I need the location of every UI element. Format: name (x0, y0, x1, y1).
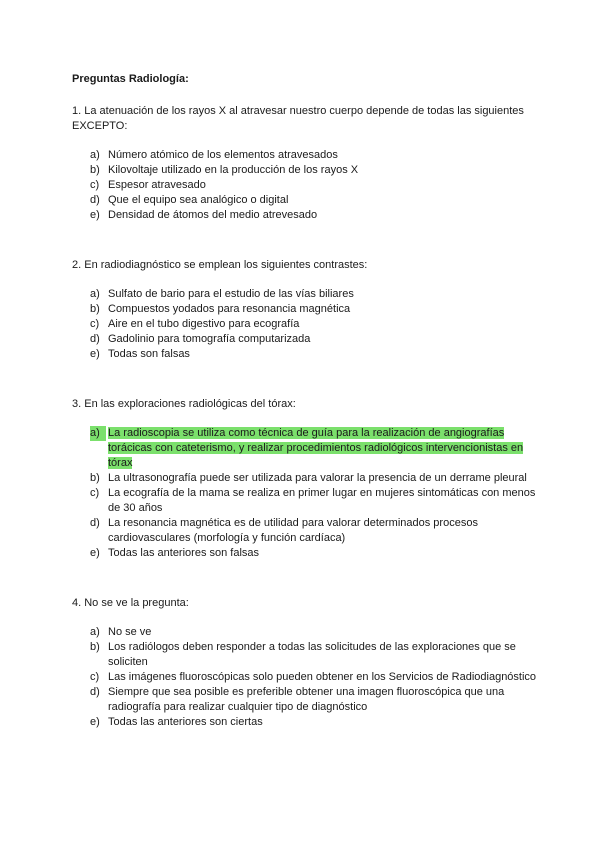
option-text: Aire en el tubo digestivo para ecografía (108, 318, 300, 330)
option-e (72, 715, 540, 730)
option-letter: a) (90, 288, 100, 300)
option-letter: a) (90, 149, 100, 161)
question-text: 4. No se ve la pregunta: (72, 597, 189, 609)
option-letter: e) (90, 209, 100, 221)
option-letter: c) (90, 179, 100, 191)
option-text: No se ve (108, 626, 152, 638)
option-b (72, 302, 540, 317)
option-d (72, 332, 540, 347)
option-list (72, 426, 540, 561)
option-text: La ultrasonografía puede ser utilizada para valorar la presencia de un derrame pleural (108, 472, 527, 484)
option-d (72, 193, 540, 208)
option-text: Las imágenes fluoroscópicas solo pueden obtener en los Servicios de Radiodiagnóstico (108, 671, 537, 683)
option-d (72, 516, 540, 546)
option-letter: a) (90, 426, 106, 441)
option-b (72, 163, 540, 178)
option-letter: b) (90, 641, 100, 653)
option-letter: c) (90, 318, 100, 330)
document-page (72, 62, 540, 730)
question-4 (72, 596, 540, 730)
option-c (72, 317, 540, 332)
question-2 (72, 258, 540, 362)
option-e (72, 208, 540, 223)
option-text: La resonancia magnética es de utilidad para valorar determinados procesos cardiovasculares (morfología y función cardíaca) (108, 517, 478, 544)
option-letter: e) (90, 547, 100, 559)
option-a (72, 148, 540, 163)
option-letter: a) (90, 626, 100, 638)
option-e (72, 347, 540, 362)
option-d (72, 685, 540, 715)
option-letter: e) (90, 716, 100, 728)
option-list (72, 148, 540, 223)
option-letter: b) (90, 303, 100, 315)
option-letter: d) (90, 194, 100, 206)
option-letter: b) (90, 164, 100, 176)
option-text: Espesor atravesado (108, 179, 206, 191)
option-text: Gadolinio para tomografía computarizada (108, 333, 311, 345)
question-text: 1. La atenuación de los rayos X al atravesar nuestro cuerpo depende de todas las siguientes EXCEPTO: (72, 105, 524, 132)
option-text: La ecografía de la mama se realiza en primer lugar en mujeres sintomáticas con menos de 30 años (108, 487, 536, 514)
option-letter: d) (90, 517, 100, 529)
option-letter: b) (90, 472, 100, 484)
option-a (72, 287, 540, 302)
option-letter: c) (90, 487, 100, 499)
option-text: Siempre que sea posible es preferible obtener una imagen fluoroscópica que una radiografía para realizar cualquier tipo de diagnóstico (108, 686, 505, 713)
option-letter: d) (90, 333, 100, 345)
option-text: Todas las anteriores son ciertas (108, 716, 263, 728)
option-text: Todas las anteriores son falsas (108, 547, 260, 559)
option-text: Densidad de átomos del medio atrevesado (108, 209, 318, 221)
question-text: 3. En las exploraciones radiológicas del tórax: (72, 398, 296, 410)
option-a (72, 625, 540, 640)
option-text: Número atómico de los elementos atravesados (108, 149, 338, 161)
page-title: Preguntas Radiología: (72, 73, 189, 85)
option-letter: d) (90, 686, 100, 698)
question-text: 2. En radiodiagnóstico se emplean los siguientes contrastes: (72, 259, 368, 271)
option-c (72, 178, 540, 193)
question-1 (72, 104, 540, 223)
option-text: Compuestos yodados para resonancia magnética (108, 303, 351, 315)
option-letter: e) (90, 348, 100, 360)
option-b (72, 471, 540, 486)
option-e (72, 546, 540, 561)
option-text: Kilovoltaje utilizado en la producción de los rayos X (108, 164, 359, 176)
option-text: Sulfato de bario para el estudio de las vías biliares (108, 288, 354, 300)
option-a-highlighted (72, 426, 540, 471)
option-b (72, 640, 540, 670)
option-text: Todas son falsas (108, 348, 190, 360)
option-list (72, 287, 540, 362)
option-c (72, 670, 540, 685)
option-text: Los radiólogos deben responder a todas las solicitudes de las exploraciones que se soliciten (108, 641, 516, 668)
option-letter: c) (90, 671, 100, 683)
option-text: Que el equipo sea analógico o digital (108, 194, 289, 206)
option-list (72, 625, 540, 730)
option-c (72, 486, 540, 516)
question-3 (72, 397, 540, 561)
option-text-highlighted: La radioscopia se utiliza como técnica de guía para la realización de angiografías torácicas con cateterismo, y realizar procedimientos radiológicos intervencionistas en tórax (108, 427, 524, 469)
